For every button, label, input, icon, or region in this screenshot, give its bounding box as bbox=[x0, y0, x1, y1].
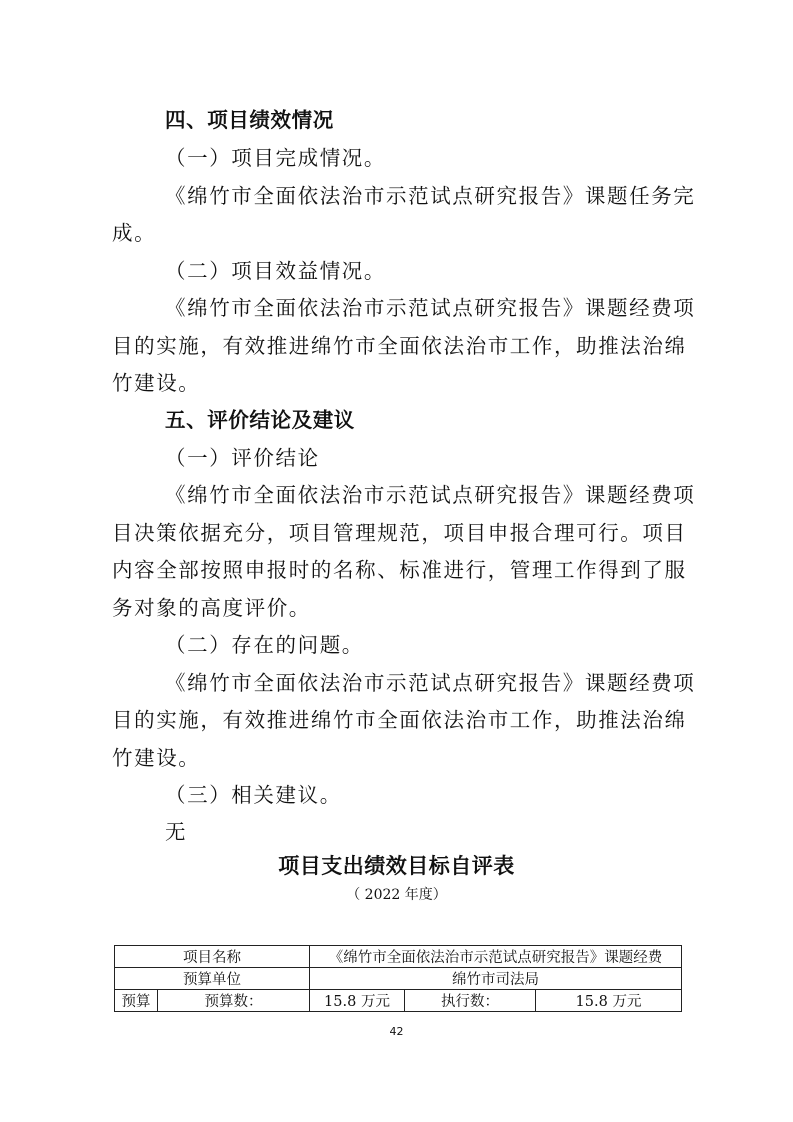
subsection-heading: （二）项目效益情况。 bbox=[165, 259, 386, 283]
project-name-value: 《绵竹市全面依法治市示范试点研究报告》课题经费 bbox=[310, 946, 682, 968]
table-row bbox=[115, 946, 682, 968]
budget-unit-label: 预算单位 bbox=[115, 968, 310, 990]
paragraph-line: 无 bbox=[165, 820, 188, 844]
paragraph-line: 竹建设。 bbox=[112, 746, 201, 770]
table-row bbox=[115, 990, 682, 1012]
budget-label: 预算 bbox=[115, 990, 158, 1012]
budget-amount-label: 预算数： bbox=[158, 990, 310, 1012]
table-year: （ 2022 年度） bbox=[346, 887, 447, 903]
executed-label: 执行数： bbox=[405, 990, 536, 1012]
budget-unit-value: 绵竹市司法局 bbox=[310, 968, 682, 990]
paragraph-line: 目决策依据充分，项目管理规范，项目申报合理可行。项目 bbox=[112, 521, 687, 545]
paragraph-line: 成。 bbox=[112, 221, 157, 245]
executed-value: 15.8 万元 bbox=[536, 990, 682, 1012]
paragraph-line: 竹建设。 bbox=[112, 371, 201, 395]
subsection-heading: （一）项目完成情况。 bbox=[165, 146, 386, 170]
page-number: 42 bbox=[389, 1025, 404, 1038]
paragraph-line: 《绵竹市全面依法治市示范试点研究报告》课题经费项 bbox=[165, 483, 696, 507]
paragraph-line: 《绵竹市全面依法治市示范试点研究报告》课题任务完 bbox=[165, 184, 696, 208]
paragraph-line: 目的实施，有效推进绵竹市全面依法治市工作，助推法治绵 bbox=[112, 334, 687, 358]
subsection-heading: （三）相关建议。 bbox=[165, 783, 342, 807]
subsection-heading: （二）存在的问题。 bbox=[165, 633, 364, 657]
paragraph-line: 目的实施，有效推进绵竹市全面依法治市工作，助推法治绵 bbox=[112, 708, 687, 732]
section-heading: 五、评价结论及建议 bbox=[165, 408, 355, 432]
project-name-label: 项目名称 bbox=[115, 946, 310, 968]
paragraph-line: 《绵竹市全面依法治市示范试点研究报告》课题经费项 bbox=[165, 671, 696, 695]
budget-amount-value: 15.8 万元 bbox=[310, 990, 405, 1012]
paragraph-line: 《绵竹市全面依法治市示范试点研究报告》课题经费项 bbox=[165, 296, 696, 320]
section-heading: 四、项目绩效情况 bbox=[165, 108, 334, 132]
self-evaluation-table bbox=[114, 945, 682, 1012]
table-row bbox=[115, 968, 682, 990]
subsection-heading: （一）评价结论 bbox=[165, 446, 320, 470]
paragraph-line: 务对象的高度评价。 bbox=[112, 596, 311, 620]
table-title: 项目支出绩效目标自评表 bbox=[278, 854, 515, 878]
paragraph-line: 内容全部按照申报时的名称、标准进行，管理工作得到了服 bbox=[112, 558, 687, 582]
